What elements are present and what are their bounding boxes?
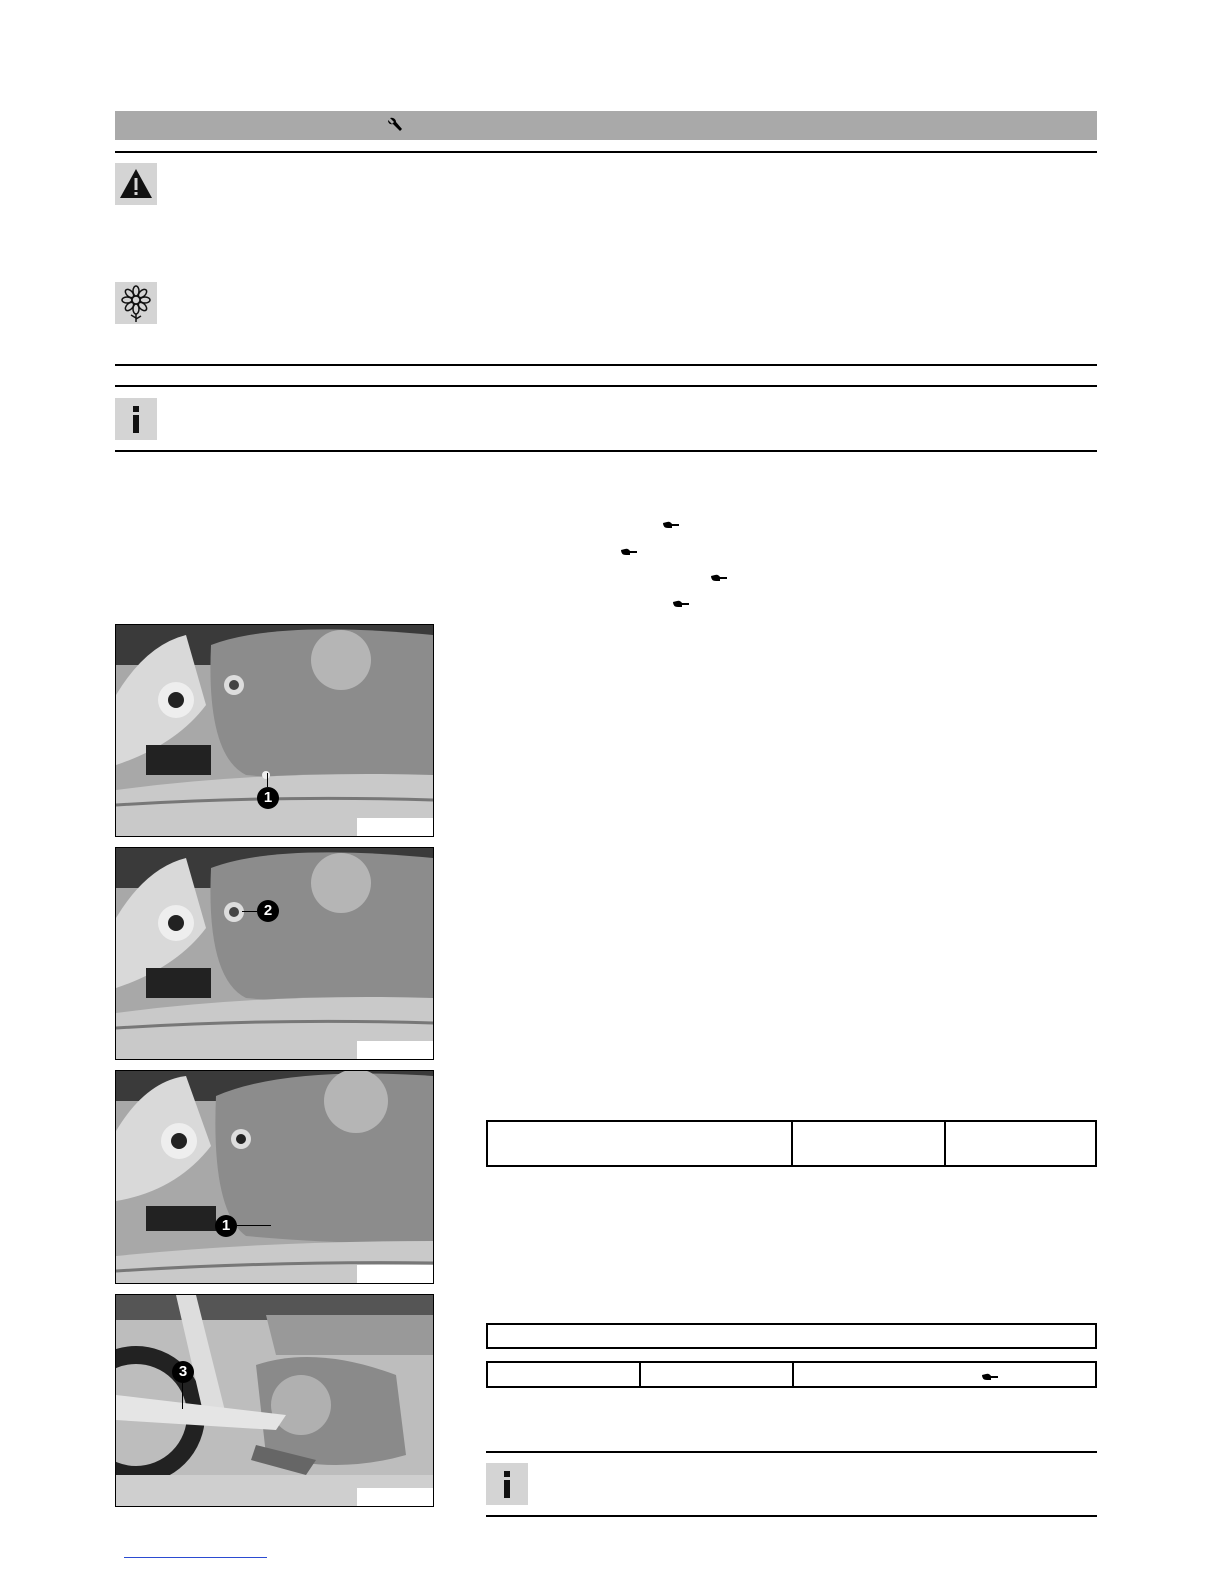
divider [115, 151, 1097, 153]
hand-pointer-icon[interactable] [981, 1369, 999, 1379]
divider [115, 385, 1097, 387]
wrench-icon [385, 116, 405, 136]
flower-icon [115, 282, 157, 324]
figure-drain-plug-install [115, 1070, 434, 1284]
callout-number: 1 [257, 787, 279, 809]
divider [115, 450, 1097, 452]
figure-oil-check [115, 847, 434, 1060]
figure-code [357, 1488, 433, 1506]
spec-header-cell [487, 1324, 1096, 1348]
divider [115, 364, 1097, 366]
figure-code [357, 1265, 433, 1283]
hand-pointer-icon[interactable] [662, 517, 680, 527]
callout-leader-line [182, 1383, 183, 1409]
figure-drain-plug [115, 624, 434, 837]
figure-motorcycle-side [115, 1294, 434, 1507]
callout-leader-line [242, 911, 257, 912]
figure-code [357, 818, 433, 836]
hand-pointer-icon[interactable] [672, 596, 690, 606]
divider [486, 1451, 1097, 1453]
figure-code [357, 1041, 433, 1059]
hand-pointer-icon[interactable] [710, 570, 728, 580]
spec-table-header [486, 1323, 1097, 1349]
spec-cell [487, 1362, 640, 1387]
callout-leader-line [237, 1225, 271, 1226]
info-icon [486, 1463, 528, 1505]
callout-number: 3 [172, 1361, 194, 1383]
spec-cell [487, 1121, 792, 1166]
spec-table [486, 1120, 1097, 1167]
spec-cell [945, 1121, 1096, 1166]
spec-table [486, 1361, 1097, 1388]
warning-triangle-icon [115, 163, 157, 205]
callout-leader-line [267, 773, 268, 787]
info-icon [115, 398, 157, 440]
spec-cell [640, 1362, 793, 1387]
spec-cell [793, 1362, 1096, 1387]
footer-link[interactable] [124, 1557, 267, 1558]
hand-pointer-icon[interactable] [620, 544, 638, 554]
spec-cell [792, 1121, 945, 1166]
section-header-bar [115, 111, 1097, 140]
divider [486, 1515, 1097, 1517]
callout-number: 1 [215, 1215, 237, 1237]
callout-number: 2 [257, 900, 279, 922]
